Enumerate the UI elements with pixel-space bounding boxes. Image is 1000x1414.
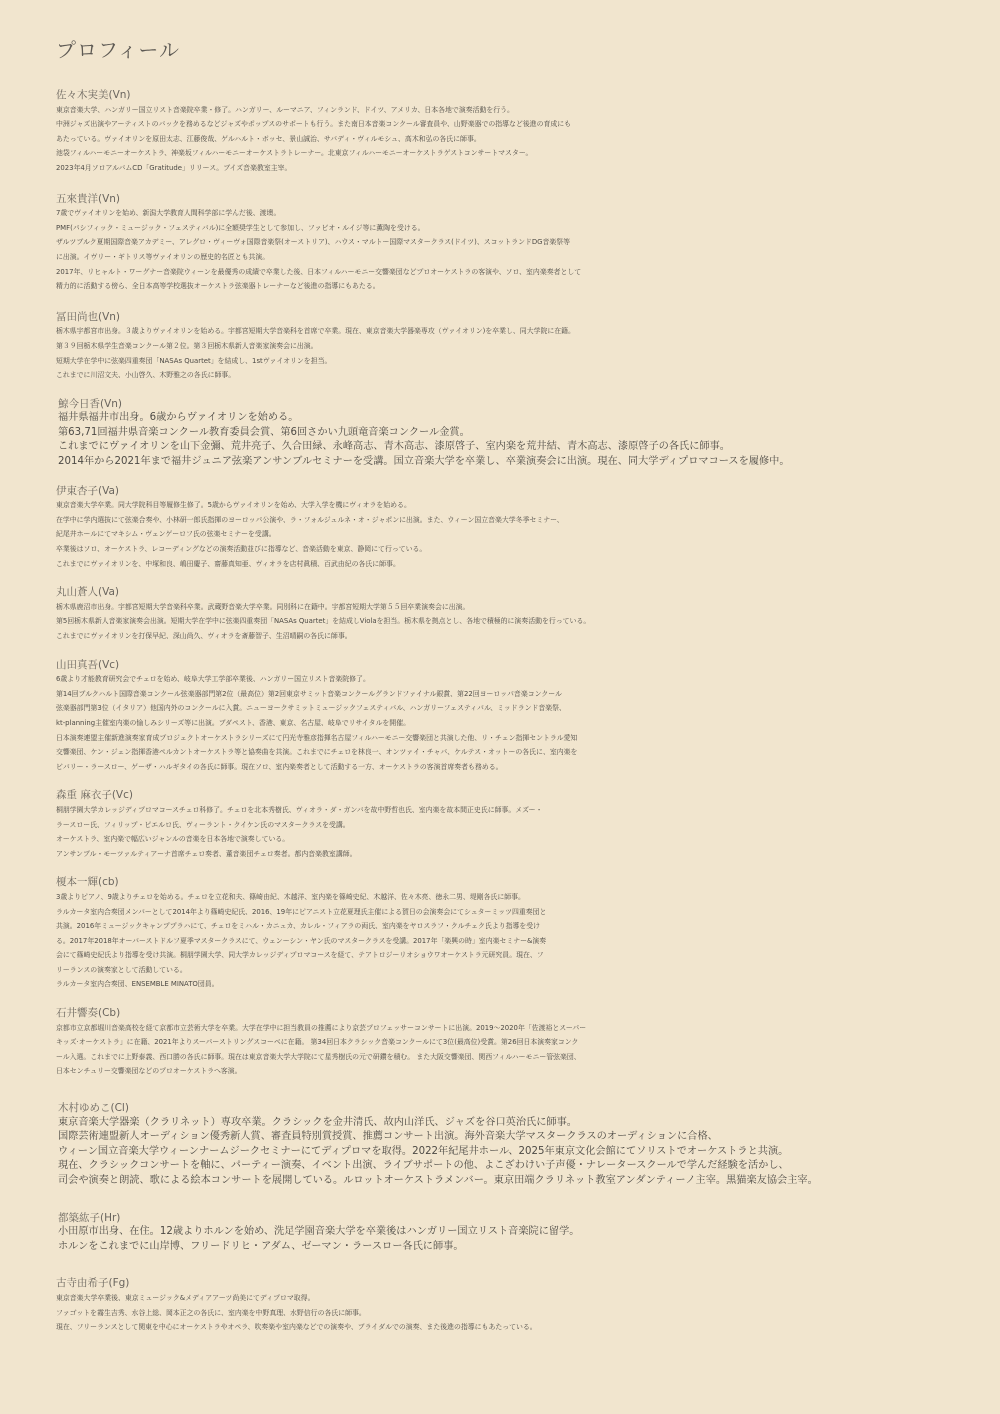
profile-text-line: これまでにヴァイオリンを、中塚和良、嶋田慶子、齋藤真知亜、ヴィオラを店村眞積、百武由紀の各氏に師事。 bbox=[56, 559, 400, 568]
profile-section bbox=[56, 192, 966, 294]
profile-text-line: あたっている。ヴァイオリンを原田太志、江藤俊哉、ゲルハルト・ボッセ、景山誠治、サバディ・ヴィルモシュ、高木和弘の各氏に師事。 bbox=[56, 134, 481, 143]
profile-text-line: リーランスの演奏家として活動している。 bbox=[56, 965, 187, 974]
profile-text-line: 2017年、リヒャルト・ワーグナー音楽院ウィーンを最優秀の成績で卒業した後、日本フィルハーモニー交響楽団などプロオーケストラの客演や、ソロ、室内楽奏者として bbox=[56, 267, 582, 276]
profile-text-line: ファゴットを霧生吉秀、水谷上総、岡本正之の各氏に、室内楽を中野真理、水野信行の各氏に師事。 bbox=[56, 1308, 366, 1317]
profile-text-line: 2023年4月ソロアルバムCD「Gratitude」リリース。ブイズ音楽教室主宰。 bbox=[56, 163, 292, 172]
profile-name: 伊東杏子(Va) bbox=[56, 484, 119, 497]
profile-text-line: アンサンブル・モーツァルティアーナ首席チェロ奏者、董音楽団チェロ奏者。都内音楽教室講師。 bbox=[56, 849, 357, 858]
profile-text-line: ラルカータ室内合奏団、ENSEMBLE MINATO団員。 bbox=[56, 980, 219, 989]
profile-text-line: 紀尾井ホールにてマキシム・ヴェンゲーロフ氏の弦楽セミナーを受講。 bbox=[56, 530, 276, 539]
profile-text-line: 東京音楽大学器楽（クラリネット）専攻卒業。クラシックを金井清氏、故内山洋氏、ジャズを谷口英治氏に師事。 bbox=[58, 1116, 577, 1128]
profile-text-line: PMF(パシフィック・ミュージック・フェスティバル)に全額奨学生として参加し、ファビオ・ルイジ等に薫陶を受ける。 bbox=[56, 223, 425, 232]
profile-text-line: 第5回栃木県新人音楽家演奏会出演。短期大学在学中に弦楽四重奏団「NASAs Quartet」を結成しViolaを担当。栃木県を拠点とし、各地で積極的に演奏活動を行っている。 bbox=[56, 617, 591, 626]
profile-text-line: 京都市立京都堀川音楽高校を経て京都市立芸術大学を卒業。大学在学中に担当教員の推薦により京芸プロフェッサーコンサートに出演。2019〜2020年「佐渡裕とスーパー bbox=[56, 1023, 587, 1032]
profile-name: 鯨今日香(Vn) bbox=[58, 397, 123, 410]
profile-text-line: 7歳でヴァイオリンを始め、新潟大学教育人間科学部に学んだ後、渡墺。 bbox=[56, 209, 281, 218]
profile-name: 榎本一輝(cb) bbox=[56, 876, 119, 889]
profile-text-line: 第３９回栃木県学生音楽コンクール第２位。第３回栃木県新人音楽家演奏会に出演。 bbox=[56, 341, 318, 350]
profile-text-line: オーケストラ、室内楽で幅広いジャンルの音楽を日本各地で演奏している。 bbox=[56, 835, 290, 844]
profile-text-line: 桐朋学園大学カレッジディプロマコースチェロ科修了。チェロを北本秀樹氏、ヴィオラ・ダ・ガンバを故中野哲也氏、室内楽を故本間正史氏に師事。メズー・ bbox=[56, 805, 543, 814]
profile-text-line: ラルカータ室内合奏団メンバーとして2014年より篠崎史紀氏、2016、19年にピアニスト立花夏理氏主催による賀日の会演奏会にてシュターミッツ四重奏団と bbox=[56, 907, 547, 916]
profile-text-line: これまでにヴァイオリンを山下金彌、荒井亮子、久合田緑、永峰高志、青木高志、漆原啓子、室内楽を荒井結、青木高志、漆原啓子の各氏に師事。 bbox=[58, 441, 730, 453]
profile-text-line: 栃木県宇都宮市出身。３歳よりヴァイオリンを始める。宇都宮短期大学音楽科を首席で卒業。現在、東京音楽大学器楽専攻（ヴァイオリン)を卒業し、同大学院に在籍。 bbox=[56, 327, 575, 336]
profile-text-line: 短期大学在学中に弦楽四重奏団「NASAs Quartet」を結成し、1stヴァイオリンを担当。 bbox=[56, 356, 332, 365]
profile-text-line: これまでにヴァイオリンを打保早紀、深山尚久、ヴィオラを斎藤智子、生沼晴嗣の各氏に師事。 bbox=[56, 632, 352, 640]
profile-text-line: 3歳よりピアノ、9歳よりチェロを始める。チェロを立花和夫、篠崎由紀、木越洋、室内楽を篠崎史紀、木越洋、佐々木亮、徳永二男、堤剛各氏に師事。 bbox=[56, 892, 525, 901]
profile-text-line: 日本センチュリー交響楽団などのプロオーケストラへ客演。 bbox=[56, 1067, 242, 1076]
profile-section bbox=[56, 1211, 966, 1255]
profile-section bbox=[56, 310, 966, 383]
profile-text-line: 東京音楽大学卒業。同大学院科目等履修生修了。5歳からヴァイオリンを始め、大学入学を機にヴィオラを始める。 bbox=[56, 501, 411, 510]
profile-list bbox=[56, 88, 966, 1335]
profile-text-line: 卒業後はソロ、オーケストラ、レコーディングなどの演奏活動並びに指導など、音楽活動を東京、静岡にて行っている。 bbox=[56, 545, 427, 554]
profile-text-line: 小田原市出身、在住。12歳よりホルンを始め、洗足学園音楽大学を卒業後はハンガリー国立リスト音楽院に留学。 bbox=[58, 1226, 580, 1238]
profile-text-line: kt-planning主催室内楽の愉しみシリーズ等に出演。ブダペスト、香港、東京、名古屋、岐阜でリサイタルを開催。 bbox=[56, 718, 410, 727]
profile-text-line: 現在、フリーランスとして関東を中心にオーケストラやオペラ、吹奏楽や室内楽などでの演奏や、ブライダルでの演奏、また後進の指導にもあたっている。 bbox=[56, 1323, 537, 1332]
profile-text-line: ザルツブルク夏期国際音楽アカデミー、アレグロ・ヴィーヴォ国際音楽祭(オーストリア)、ハウス・マルトー国際マスタークラス(ドイツ)、スコットランドDG音楽祭等 bbox=[56, 238, 571, 247]
profile-text-line: 第14回ブルクハルト国際音楽コンクール弦楽器部門第2位（最高位）第2回東京サミット音楽コンクールグランドファイナル銀賞、第22回ヨーロッパ音楽コンクール bbox=[56, 689, 562, 698]
profile-section bbox=[56, 397, 966, 470]
profile-section bbox=[56, 875, 966, 992]
profile-section bbox=[56, 788, 966, 861]
profile-text-line: 会にて篠崎史紀氏より指導を受け共演。桐朋学園大学、同大学カレッジディプロマコースを経て、テアトロジーリオショウワオーケストラ元研究員。現在、フ bbox=[56, 951, 544, 960]
profile-page bbox=[56, 36, 966, 1335]
page-title: プロフィール bbox=[56, 38, 180, 62]
profile-name: 丸山蒼人(Va) bbox=[56, 586, 119, 599]
profile-text-line: 東京音楽大学卒業後、東京ミュージック&メディアアーツ尚美にてディプロマ取得。 bbox=[56, 1293, 315, 1302]
profile-text-line: に出演。イヴリー・ギトリス等ヴァイオリンの歴史的名匠とも共演。 bbox=[56, 252, 270, 261]
profile-text-line: 現在、クラシックコンサートを軸に、パーティー演奏、イベント出演、ライブサポートの他、よこざわけい子声優・ナレータースクールで学んだ経験を活かし、 bbox=[58, 1160, 789, 1172]
profile-text-line: ホルンをこれまでに山岸博、フリードリヒ・アダム、ゼーマン・ラースロー各氏に師事。 bbox=[58, 1240, 464, 1252]
profile-name: 木村ゆめこ(Cl) bbox=[58, 1102, 129, 1115]
profile-name: 都築紘子(Hr) bbox=[58, 1211, 121, 1224]
profile-text-line: 精力的に活動する傍ら、全日本高等学校選抜オーケストラ弦楽器トレーナーなど後進の指導にもあたる。 bbox=[56, 282, 380, 291]
profile-section bbox=[56, 484, 966, 572]
profile-name: 佐々木実美(Vn) bbox=[56, 89, 131, 101]
profile-text-line: 池袋フィルハーモニーオーケストラ、神楽坂フィルハーモニーオーケストラトレーナー。北東京フィルハーモニーオーケストラゲストコンサートマスター。 bbox=[56, 149, 533, 158]
profile-text-line: 交響楽団、ケン・ジェン指揮香港ペルカントオーケストラ等と協奏曲を共演。これまでにチェロを林良一、オンツァイ・チャバ、ケルテス・オットーの各氏に、室内楽を bbox=[56, 748, 578, 757]
profile-text-line: ール入選。これまでに上野泰義、西口勝の各氏に師事。現在は東京音楽大学大学院にて星秀樹氏の元で研鑽を積む。 また大阪交響楽団、関西フィルハーモニー管弦楽団、 bbox=[56, 1052, 581, 1061]
profile-section bbox=[56, 585, 966, 643]
profile-text-line: 中洲ジャズ出演やアーティストのバックを務めるなどジャズやポップスのサポートも行う。また南日本音楽コンクール審査員や、山野楽器での指導など後進の育成にも bbox=[56, 120, 572, 129]
profile-name: 冨田尚也(Vn) bbox=[56, 310, 121, 323]
profile-name: 五來貴洋(Vn) bbox=[56, 192, 121, 205]
profile-text-line: 日本演奏連盟主催新進演奏家育成プロジェクトオーケストラシリーズにて円光寺雅彦指揮名古屋フィルハーモニー交響楽団と共演した他、リ・チェン指揮セントラル愛知 bbox=[56, 733, 578, 742]
profile-text-line: ビバリー・ラースロー、ゲーザ・ハルギタイの各氏に師事。現在ソロ、室内楽奏者として活動する一方、オーケストラの客演首席奏者も務める。 bbox=[56, 762, 503, 771]
profile-text-line: 福井県福井市出身。6歳からヴァイオリンを始める。 bbox=[58, 412, 299, 424]
profile-name: 古寺由希子(Fg) bbox=[56, 1277, 130, 1290]
profile-text-line: 6歳より才能教育研究会でチェロを始め、岐阜大学工学部卒業後、ハンガリー国立リスト音楽院修了。 bbox=[56, 675, 370, 684]
profile-text-line: ラースロー氏、フィリップ・ピエルロ氏、ヴィーラント・クイケン氏のマスタークラスを受講。 bbox=[56, 820, 350, 829]
profile-text-line: 国際芸術連盟新人オーディション優秀新人賞、審査員特別賞授賞、推薦コンサート出演。海外音楽大学マスタークラスのオーディションに合格、 bbox=[58, 1131, 718, 1143]
profile-name: 石井響奏(Cb) bbox=[56, 1007, 121, 1020]
profile-section bbox=[56, 1276, 966, 1334]
profile-text-line: 栃木県鹿沼市出身。宇都宮短期大学音楽科卒業。武蔵野音楽大学卒業。同別科に在籍中。宇都宮短期大学第５５回卒業演奏会に出演。 bbox=[56, 602, 470, 611]
profile-name: 森重 麻衣子(Vc) bbox=[56, 789, 133, 802]
profile-text-line: これまでに川沼文夫、小山啓久、木野雅之の各氏に師事。 bbox=[56, 371, 236, 380]
profile-section bbox=[56, 1101, 966, 1189]
profile-text-line: キッズ·オーケストラ」に在籍、2021年よりスーパーストリングスコーベに在籍。 第34回日本クラシック音楽コンクールにて3位(最高位)受賞。第26回日本演奏家コンク bbox=[56, 1038, 579, 1047]
profile-text-line: 在学中に学内選抜にて弦楽合奏や、小林研一郎氏指揮のヨーロッパ公演や、ラ・フォルジュルネ・オ・ジャポンに出演。また、ウィーン国立音楽大学冬季セミナー、 bbox=[56, 515, 564, 524]
profile-section bbox=[56, 88, 966, 176]
profile-section bbox=[56, 658, 966, 775]
profile-text-line: 東京音楽大学、ハンガリー国立リスト音楽院卒業・修了。ハンガリー、ルーマニア、フィンランド、ドイツ、アメリカ、日本各地で演奏活動を行う。 bbox=[56, 105, 514, 114]
profile-text-line: 共演。2016年ミュージックキャンププラハにて、チェロをミハル・カニュカ、カレル・フィアラの両氏、室内楽をヤロスラフ・クルチェク氏より指導を受け bbox=[56, 922, 541, 931]
profile-text-line: ウィーン国立音楽大学ウィーンナームジークセミナーにてディプロマを取得。2022年紀尾井ホール、2025年東京文化会館にてソリストでオーケストラと共演。 bbox=[58, 1145, 789, 1157]
profile-section bbox=[56, 1006, 966, 1079]
profile-text-line: 第63,71回福井県音楽コンクール教育委員会賞、第6回さかい九頭竜音楽コンクール金賞。 bbox=[58, 426, 470, 438]
profile-text-line: る。2017年2018年オーバーストドルフ夏季マスタークラスにて、ウェンーシン・ヤン氏のマスタークラスを受講。2017年「楽興の時」室内楽セミナー&演奏 bbox=[56, 936, 547, 945]
profile-name: 山田真吾(Vc) bbox=[56, 658, 120, 671]
profile-text-line: 弦楽器部門第3位（イタリア）他国内外のコンクールに入賞。ニューヨークサミットミュージックフェスティバル、ハンガリーフェスティバル、ミッドランド音楽祭、 bbox=[56, 704, 566, 713]
profile-text-line: 司会や演奏と朗読、歌による絵本コンサートを展開している。ルロットオーケストラメンバー。東京田端クラリネット教室アンダンティーノ主宰。黒猫楽友協会主宰。 bbox=[58, 1175, 818, 1186]
profile-text-line: 2014年から2021年まで福井ジュニア弦楽アンサンブルセミナーを受講。国立音楽大学を卒業し、卒業演奏会に出演。現在、同大学ディプロマコースを履修中。 bbox=[58, 456, 790, 468]
